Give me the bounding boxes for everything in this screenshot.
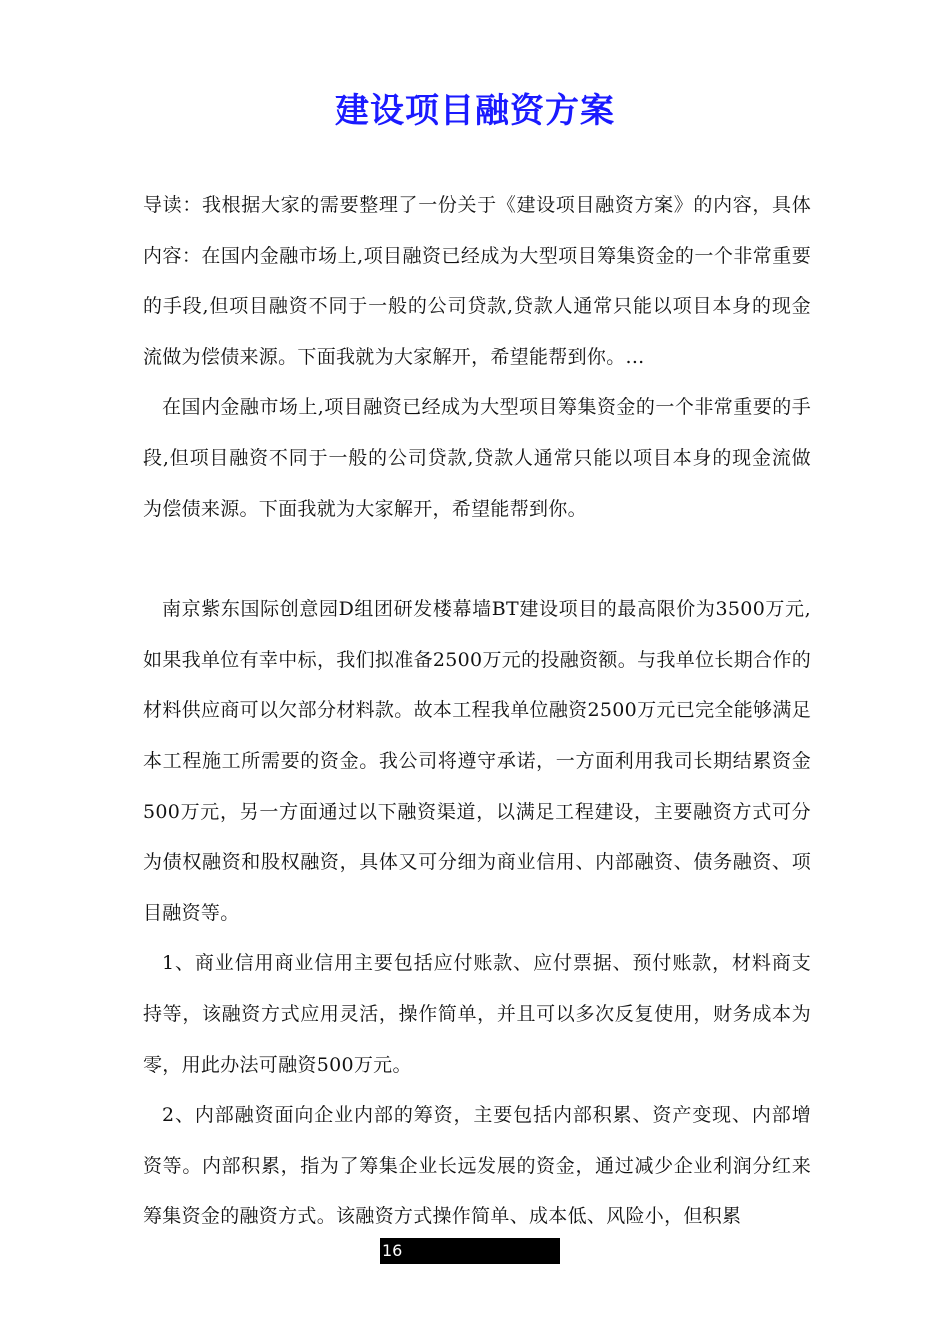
document-title: 建设项目融资方案	[335, 91, 615, 131]
page-number: 16	[382, 1241, 403, 1260]
body-paragraph-2: 南京紫东国际创意园D组团研发楼幕墙BT建设项目的最高限价为3500万元,如果我单位有幸中标，我们拟准备2500万元的投融资额。与我单位长期合作的材料供应商可以欠部分材料款。故本工程我单位融资2500万元已完全能够满足本工程施工所需要的资金。我公司将遵守承诺，一方面利用我司长期结累资金500万元，另一方面通过以下融资渠道，以满足工程建设，主要融资方式可分为债权融资和股权融资，具体又可分细为商业信用、内部融资、债务融资、项目融资等。	[143, 598, 811, 924]
intro-paragraph: 导读：我根据大家的需要整理了一份关于《建设项目融资方案》的内容，具体内容：在国内金融市场上,项目融资已经成为大型项目筹集资金的一个非常重要的手段,但项目融资不同于一般的公司贷款,贷款人通常只能以项目本身的现金流做为偿债来源。下面我就为大家解开，希望能帮到你。...	[143, 194, 811, 368]
body-paragraph-3: 1、商业信用商业信用主要包括应付账款、应付票据、预付账款，材料商支持等，该融资方式应用灵活，操作简单，并且可以多次反复使用，财务成本为零，用此办法可融资500万元。	[143, 952, 811, 1076]
page-footer	[380, 1238, 560, 1264]
body-paragraph-1: 在国内金融市场上,项目融资已经成为大型项目筹集资金的一个非常重要的手段,但项目融资不同于一般的公司贷款,贷款人通常只能以项目本身的现金流做为偿债来源。下面我就为大家解开，希望能帮到你。	[143, 396, 811, 520]
document-body	[143, 180, 811, 1242]
body-paragraph-4: 2、内部融资面向企业内部的筹资，主要包括内部积累、资产变现、内部增资等。内部积累，指为了筹集企业长远发展的资金，通过减少企业利润分红来筹集资金的融资方式。该融资方式操作简单、成本低、风险小，但积累	[143, 1104, 811, 1228]
paragraph-spacer	[143, 534, 811, 584]
